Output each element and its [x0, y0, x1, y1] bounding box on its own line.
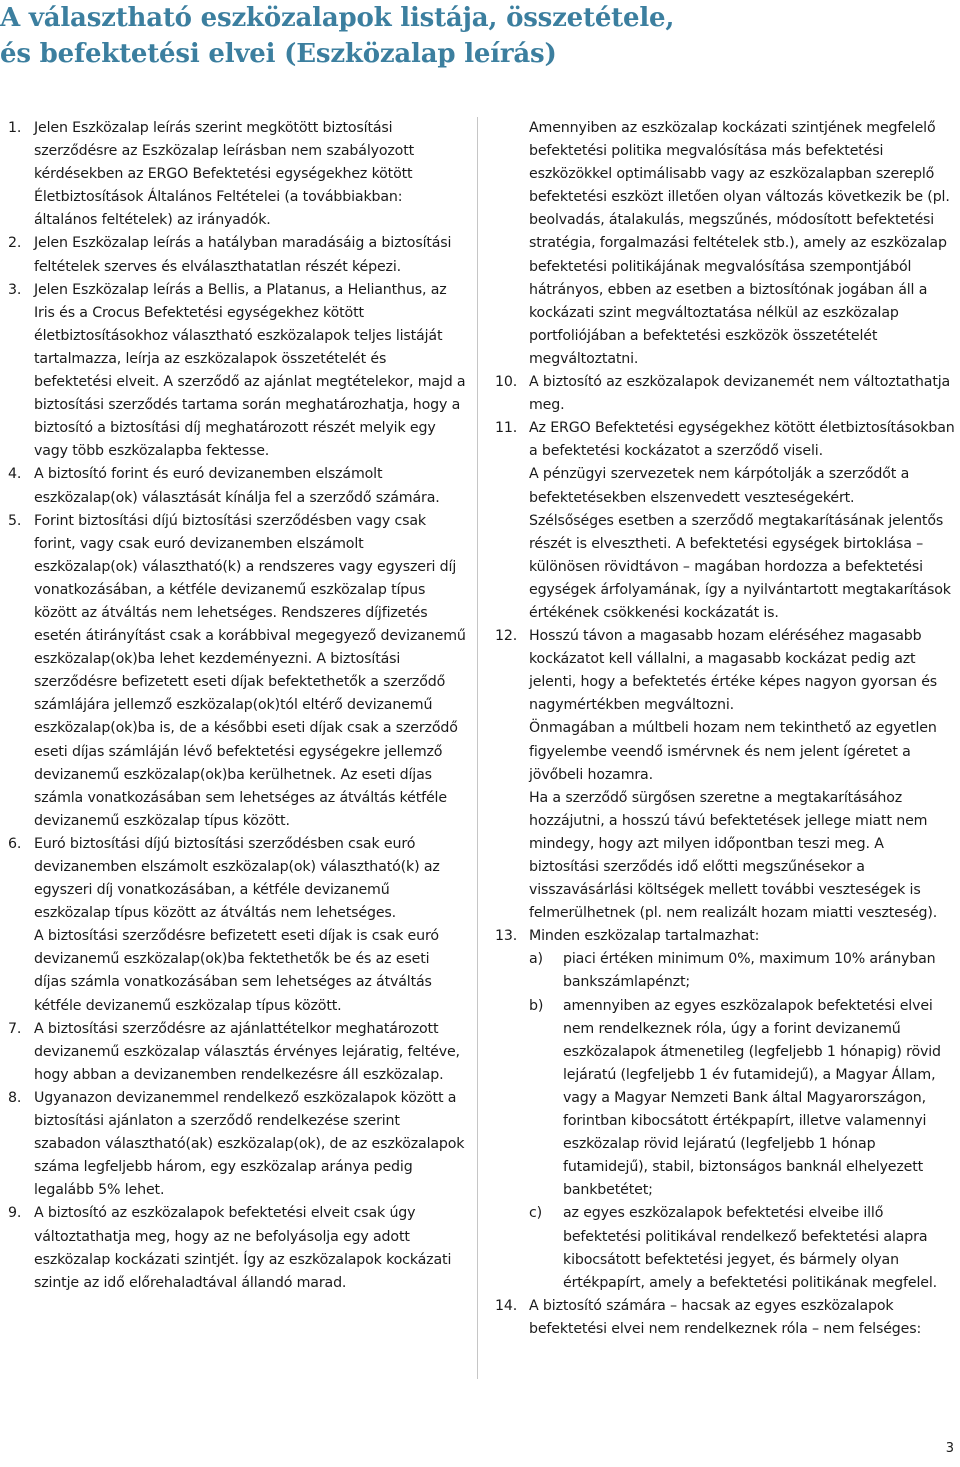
item-number: 5. [8, 512, 22, 529]
sub-item-text: az egyes eszközalapok befektetési elveibe illő befektetési politikával rendelkező befektetési alapra kibocsátott befektetési jegyet, és bármely olyan értékpapírt, amely a befektetési politikának megfelel. [563, 1205, 937, 1291]
item-text: A biztosító számára – hacsak az egyes eszközalapok befektetési elvei nem rendelkeznek róla – nem felséges: [529, 1297, 922, 1337]
list-item-5 [8, 510, 466, 833]
list-item-6 [8, 833, 466, 1018]
item-number: 9. [8, 1205, 22, 1222]
list-item-11 [495, 417, 957, 625]
list-item-4 [8, 463, 466, 509]
left-column [8, 117, 466, 1295]
item-number: 7. [8, 1020, 22, 1037]
document-title-line-1: A választható eszközalapok listája, összetétele, [0, 3, 675, 33]
list-item-8 [8, 1087, 466, 1202]
item-text: A biztosítási szerződésre befizetett eseti díjak is csak euró devizanemű eszközalap(ok)ba fektethetők be és az eseti díjas számla vonatkozásában sem lehetséges az átváltás kétféle devizanemű eszközalap típus között. [34, 928, 439, 1014]
item-text: A biztosító az eszközalapok devizanemét nem változtathatja meg. [529, 374, 951, 414]
sub-item-letter: a) [529, 951, 543, 968]
sub-item-text: piaci értéken minimum 0%, maximum 10% arányban bankszámlapénzt; [563, 951, 936, 991]
list-item-12 [495, 625, 957, 925]
item-number: 3. [8, 281, 22, 298]
sub-item-b [529, 995, 957, 1203]
right-column [495, 117, 957, 1341]
sub-item-text: amennyiben az egyes eszközalapok befektetési elvei nem rendelkeznek róla, úgy a forint devizanemű eszközalapok átmenetileg (legfeljebb 1 hónapig) rövid lejáratú (legfeljebb 1 év futamidejű), a Magyar Állam, vagy a Magyar Nemzeti Bank által Magyarországon, forintban kibocsátott értékpapírt, illetve valamennyi eszközalap rövid lejáratú (legfeljebb 1 hónap futamidejű), stabil, biztonságos banknál elhelyezett bankbetétet; [563, 997, 941, 1199]
item-text: Forint biztosítási díjú biztosítási szerződésben vagy csak forint, vagy csak euró devizanemben elszámolt eszközalap(ok) választható(k) a rendszeres vagy egyszeri díj vonatkozásában, a kétféle devizanemű eszközalap típus között az átváltás nem lehetséges. Rendszeres díjfizetés esetén átirányítást csak a korábbival megegyező devizanemű eszközalap(ok)ba lehet kezdeményezni. A biztosítási szerződésre befizetett eseti díjak befektethetők a szerződő számlájára jellemző eszközalap(ok)tól eltérő devizanemű eszközalap(ok)ba is, de a későbbi eseti díjak csak a szerződő eseti díjas számláján lévő befektetési egységekre jellemző devizanemű eszközalap(ok)ba kerülhetnek. Az eseti díjas számla vonatkozásában sem lehetséges az átváltás kétféle devizanemű eszközalap típus között. [34, 512, 466, 829]
item-text: Minden eszközalap tartalmazhat: [529, 928, 760, 945]
item-text: A biztosító forint és euró devizanemben elszámolt eszközalap(ok) választását kínálja fel a szerződő számára. [34, 466, 440, 506]
item-number: 11. [495, 420, 518, 437]
item-text: A biztosítási szerződésre az ajánlattételkor meghatározott devizanemű eszközalap választás érvényes lejáratig, feltéve, hogy abban a devizanemben rendelkezésre áll eszközalap. [34, 1020, 460, 1083]
list-item-13 [495, 925, 957, 1295]
item-number: 2. [8, 235, 22, 252]
item-text: Hosszú távon a magasabb hozam eléréséhez magasabb kockázatot kell vállalni, a magasabb kockázat pedig azt jelenti, hogy a befektetés értéke képes nagyon gyorsan és nagymértékben megváltozni. [529, 628, 938, 714]
list-item-9 [8, 1202, 466, 1294]
item-number: 8. [8, 1089, 22, 1106]
item-number: 6. [8, 835, 22, 852]
document-title [0, 0, 674, 72]
item-text: Ugyanazon devizanemmel rendelkező eszközalapok között a biztosítási ajánlaton a szerződő rendelkezése szerint szabadon választható(ak) eszközalap(ok), de az eszközalapok száma legfeljebb három, egy eszközalap aránya pedig legalább 5% lehet. [34, 1089, 465, 1199]
sub-item-a [529, 948, 957, 994]
list-item-1 [8, 117, 466, 232]
item-number: 14. [495, 1297, 518, 1314]
item-number: 12. [495, 628, 518, 645]
sub-item-letter: c) [529, 1205, 543, 1222]
item-text: Jelen Eszközalap leírás szerint megkötött biztosítási szerződésre az Eszközalap leírásban nem szabályozott kérdésekben az ERGO Befektetési egységekhez kötött Életbiztosítások Általános Feltételei (a továbbiakban: általános feltételek) az irányadók. [34, 120, 415, 229]
item-text: Amennyiben az eszközalap kockázati szintjének megfelelő befektetési politika megvalósítása más befektetési eszközökkel optimálisabb vagy az eszközalapban szereplő befektetési eszközt illetően olyan változás következik be (pl. beolvadás, átalakulás, megszűnés, módosított befektetési stratégia, forgalmazási feltételek stb.), amely az eszközalap befektetési politikájának megvalósítása szempontjából hátrányos, ebben az esetben a biztosítónak jogában áll a kockázati szint megváltoztatása nélkül az eszközalap portfoliójában a befektetési eszközök összetételét megváltoztatni. [529, 120, 950, 367]
document-title-line-2: és befektetési elvei (Eszközalap leírás) [0, 39, 557, 69]
sub-item-c [529, 1202, 957, 1294]
item-number: 4. [8, 466, 22, 483]
item-text: Jelen Eszközalap leírás a hatályban maradásáig a biztosítási feltételek szerves és elválaszthatatlan részét képezi. [34, 235, 452, 275]
column-divider [477, 117, 478, 1379]
item-text: Ha a szerződő sürgősen szeretne a megtakarításához hozzájutni, a hosszú távú befektetések jellege miatt nem mindegy, hogy azt milyen időpontban teszi meg. A biztosítási szerződés idő előtti megszűnésekor a visszavásárlási költségek mellett további veszteségek is felmerülhetnek (pl. nem realizált hozam miatti veszteség). [529, 789, 938, 922]
page-number: 3 [945, 1441, 954, 1456]
item-text: Jelen Eszközalap leírás a Bellis, a Platanus, a Helianthus, az Iris és a Crocus Befektetési egységekhez kötött életbiztosításokhoz választható eszközalapok teljes listáját tartalmazza, leírja az eszközalapok összetételét és befektetési elveit. A szerződő az ajánlat megtételekor, majd a biztosítási szerződés tartama során meghatározhatja, hogy a biztosító a biztosítási díj meghatározott részét melyik egy vagy több eszközalapba fektesse. [34, 281, 466, 460]
item-text: Önmagában a múltbeli hozam nem tekinthető az egyetlen figyelembe veendő ismérvnek és nem jelent ígéretet a jövőbeli hozamra. [529, 720, 937, 783]
list-item-10 [495, 371, 957, 417]
list-item-2 [8, 232, 466, 278]
item-text: Euró biztosítási díjú biztosítási szerződésben csak euró devizanemben elszámolt eszközalap(ok) választható(k) az egyszeri díj vonatkozásában, a kétféle devizanemű eszközalap típus között az átváltás nem lehetséges. [34, 835, 440, 922]
item-text: Szélsőséges esetben a szerződő megtakarításának jelentős részét is elvesztheti. A befektetési egységek birtoklása – különösen rövidtávon – magában hordozza a befektetési egységek árfolyamának, így a nyilvántartott megtakarítások értékének csökkenési kockázatát is. [529, 512, 951, 621]
item-number: 13. [495, 928, 518, 945]
item-text: A biztosító az eszközalapok befektetési elveit csak úgy változtathatja meg, hogy az ne befolyásolja egy adott eszközalap kockázati szintjét. Így az eszközalapok kockázati szintje az idő előrehaladtával állandó marad. [34, 1205, 452, 1291]
list-item-3 [8, 279, 466, 464]
item-number: 1. [8, 120, 22, 136]
list-item-7 [8, 1018, 466, 1087]
list-item-9-continued [495, 117, 957, 371]
item-text: Az ERGO Befektetési egységekhez kötött életbiztosításokban a befektetési kockázatot a szerződő viseli. [529, 420, 955, 460]
item-text: A pénzügyi szervezetek nem kárpótolják a szerződőt a befektetésekben elszenvedett veszteségekért. [529, 466, 910, 506]
item-number: 10. [495, 374, 518, 391]
list-item-14 [495, 1295, 957, 1341]
sub-item-letter: b) [529, 997, 544, 1014]
